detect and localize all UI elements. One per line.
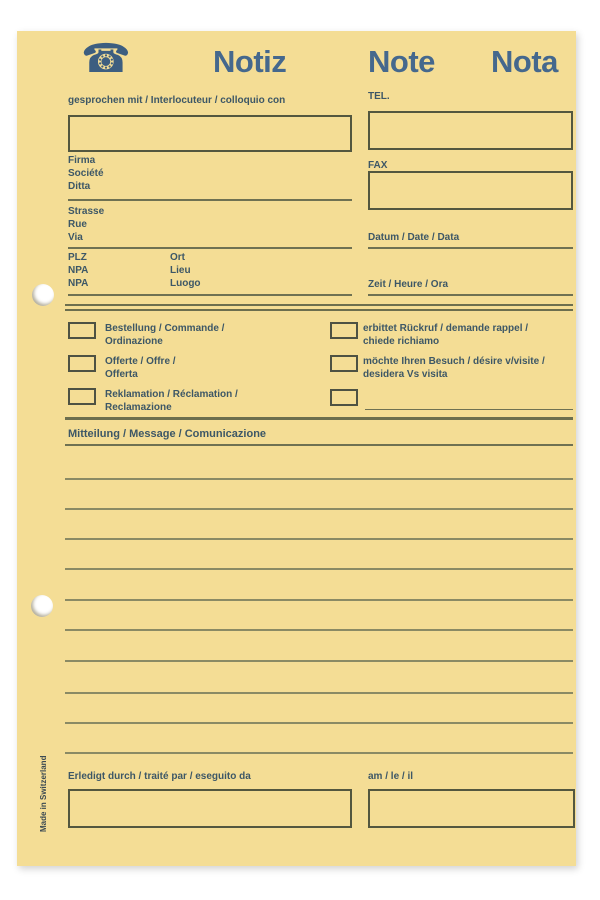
ruled-line <box>65 629 573 631</box>
ruled-line <box>65 752 573 754</box>
punch-hole-bottom <box>31 595 53 617</box>
checkbox-visit-label: möchte Ihren Besuch / désire v/visite / desidera Vs visita <box>363 356 545 380</box>
message-divider-rule <box>65 417 573 420</box>
page-title-de: Notiz <box>213 44 287 79</box>
checkbox-offer[interactable] <box>68 355 96 372</box>
time-field-line[interactable] <box>368 294 573 296</box>
ruled-line <box>65 568 573 570</box>
company-label: Firma Société Ditta <box>68 155 104 192</box>
checkbox-callback-label: erbittet Rückruf / demande rappel / chiede richiamo <box>363 323 529 347</box>
message-heading: Mitteilung / Message / Comunicazione <box>68 428 267 440</box>
punch-hole-top <box>32 284 54 306</box>
message-heading-line <box>65 444 573 446</box>
ruled-line <box>65 478 573 480</box>
checkbox-order[interactable] <box>68 322 96 339</box>
page-title-fr: Note <box>368 44 435 79</box>
zip-label: PLZ NPA NPA <box>68 252 89 289</box>
ruled-line <box>65 508 573 510</box>
fax-input-box[interactable] <box>368 171 573 210</box>
checkbox-other[interactable] <box>330 389 358 406</box>
checkbox-visit[interactable] <box>330 355 358 372</box>
checkbox-offer-label: Offerte / Offre / Offerta <box>105 356 176 380</box>
checkbox-complaint-label: Reklamation / Réclamation / Reclamazione <box>105 389 238 413</box>
ruled-line <box>65 692 573 694</box>
tel-input-box[interactable] <box>368 111 573 150</box>
fax-label: FAX <box>368 160 388 171</box>
zip-city-field-line[interactable] <box>68 294 352 296</box>
date-label: Datum / Date / Data <box>368 232 460 243</box>
made-in-imprint: Made in Switzerland <box>39 755 48 832</box>
date-field-line[interactable] <box>368 247 573 249</box>
street-field-line[interactable] <box>68 247 352 249</box>
ruled-line <box>65 722 573 724</box>
tel-label: TEL. <box>368 91 390 102</box>
on-date-input-box[interactable] <box>368 789 575 828</box>
telephone-icon: ☎ <box>81 37 131 81</box>
company-field-line[interactable] <box>68 199 352 201</box>
section-divider-rule <box>65 304 573 311</box>
note-form-page <box>17 31 576 866</box>
checkbox-order-label: Bestellung / Commande / Ordinazione <box>105 323 225 347</box>
checkbox-callback[interactable] <box>330 322 358 339</box>
done-by-label: Erledigt durch / traité par / eseguito da <box>68 771 251 782</box>
street-label: Strasse Rue Via <box>68 206 105 243</box>
city-label: Ort Lieu Luogo <box>170 252 201 289</box>
checkbox-complaint[interactable] <box>68 388 96 405</box>
spoken-with-label: gesprochen mit / Interlocuteur / colloquio con <box>68 95 286 106</box>
done-by-input-box[interactable] <box>68 789 352 828</box>
page-title-it: Nota <box>491 44 558 79</box>
ruled-line <box>65 599 573 601</box>
on-date-label: am / le / il <box>368 771 414 782</box>
ruled-line <box>65 538 573 540</box>
time-label: Zeit / Heure / Ora <box>368 279 449 290</box>
spoken-with-input-box[interactable] <box>68 115 352 152</box>
checkbox-other-field-line[interactable] <box>365 409 573 410</box>
ruled-line <box>65 660 573 662</box>
